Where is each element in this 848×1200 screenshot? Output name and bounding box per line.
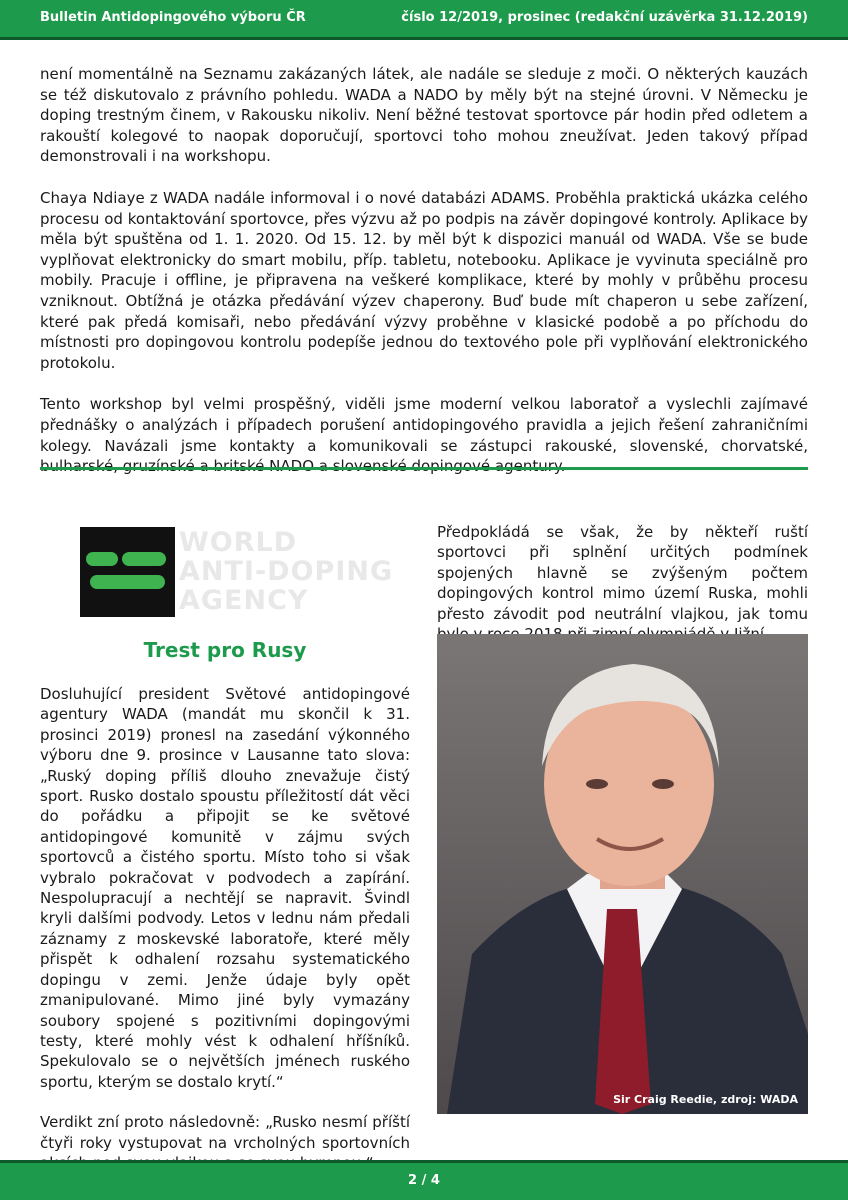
paragraph: Tento workshop byl velmi prospěšný, viděli jsme moderní velkou laboratoř a vyslechli zajímavé přednášky o analýzách i případech porušení antidopingového pravidla a jejich řešení zahraničními kolegy. Navázali jsme kontakty a komunikovali se zástupci rakouské, slovenské, chorvatské,	[40, 395, 808, 455]
issue-info: číslo 12/2019, prosinec (redakční uzávěrka 31.12.2019)	[401, 10, 808, 25]
page-header	[0, 0, 848, 40]
article-right-column: Předpokládá se však, že by někteří ruští sportovci při splnění určitých podmínek spojených hlavně se zvýšeným počtem dopingových kontrol mimo území Ruska, mohli přesto závodit pod neutrální vlajkou, jak tomu	[437, 523, 808, 623]
page-footer	[0, 1160, 848, 1200]
logo-text-line2: ANTI-DOPING	[179, 556, 394, 587]
paragraph: Verdikt zní proto následovně: „Rusko nesmí příští čtyři roky vystupovat na vrcholných sportovních	[40, 1113, 410, 1152]
page-number: 2 / 4	[408, 1173, 440, 1188]
wada-logo-mark	[80, 527, 175, 617]
article-title: Trest pro Rusy	[143, 638, 307, 662]
article-left-column	[40, 684, 410, 1193]
section-divider	[40, 467, 808, 470]
paragraph: Chaya Ndiaye z WADA nadále informoval i o nové databázi ADAMS. Proběhla praktická ukázka celého procesu od kontaktování sportovce, přes výzvu až po podpis na závěr dopingové kontroly. Aplikace by měla být spuštěna od 1. 1. 2020. Od 15. 12. by měl být k dispozici manuál od WADA. Vše se bude vyplňovat elektronicky do smart mobilu, příp. tabletu, notebooku. Aplikace je vyvinuta speciálně pro mobily. Pracuje i offline, je připravena na veškeré komplikace, které by mohly v průběhu procesu vzniknout. Obtížná je otázka předávání výzev chaperony. Buď bude mít chaperon u sebe zařízení, které pak předá komisaři, nebo předávání výzvy proběhne v klasické podobě a po příchodu do místnosti pro dopingovou kontrolu podepíše jednou do textového pole při vyplňování elektronického protokolu.	[40, 188, 808, 372]
bulletin-title: Bulletin Antidopingového výboru ČR	[40, 10, 306, 25]
top-text	[40, 64, 808, 498]
photo-caption: Sir Craig Reedie, zdroj: WADA	[613, 1093, 798, 1106]
paragraph: není momentálně na Seznamu zakázaných látek, ale nadále se sleduje z moči. O některých kauzách se též diskutovalo z právního pohledu. WADA a NADO by měly být na stejné úrovni. V Německu je doping trestným činem, v Rakousku nikoliv. Není běžné testovat sportovce pár hodin před odletem a rakouští kolegové to naopak doporučují, sportovci toho mohou zneužívat. Jeden takový případ demonstrovali i na workshopu.	[40, 65, 808, 166]
logo-text-line1: WORLD	[179, 527, 298, 558]
wada-logo	[80, 527, 394, 617]
paragraph: Dosluhující president Světové antidopingové agentury WADA (mandát mu skončil k 31. prosinci 2019) pronesl na zasedání výkonného výboru dne 9. prosince v Lausanne tato slova: „Ruský doping příliš dlouho znevažuje čistý sport. Rusko dostalo spoustu příležitostí dát věci do pořádku a připojit se ke světové antidopingové komunitě v zájmu svých sportovců a čistého sportu. Místo toho si však vybralo pokračovat v podvodech a zapírání. Nespolupracují a nechtějí se napravit. Švindl kryli dalšími podvody. Letos v lednu nám předali záznamy z moskevské laboratoře, které měly přispět k odhalení rozsahu systematického dopingu v zemi. Jenže údaje byly opět zmanipulované. Mimo jiné byly vymazány soubory spojené s pozitivními dopingovými testy, které mohly vést k odhalení hříšníků. Spekulovalo se o největších jménech ruského sportu, kterým se dostalo krytí.“	[40, 685, 410, 1091]
portrait-photo	[437, 634, 808, 1114]
logo-text-line3: AGENCY	[179, 585, 309, 616]
